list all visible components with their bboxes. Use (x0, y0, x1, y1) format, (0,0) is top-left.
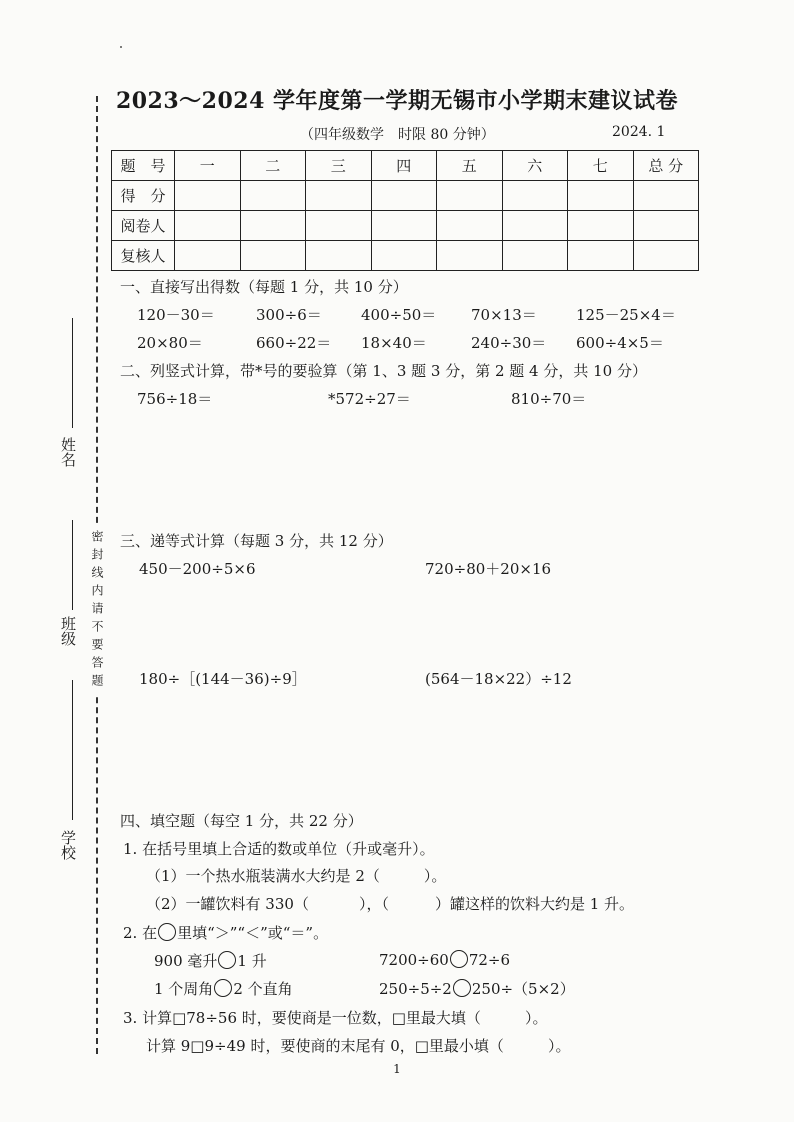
stepwise-item: 720÷80＋20×16 (425, 560, 552, 578)
score-cell[interactable] (306, 181, 372, 211)
score-cell[interactable] (371, 211, 437, 241)
question-text: （1）一个热水瓶装满水大约是 2（ (146, 867, 380, 885)
oral-item: 70×13＝ (471, 306, 537, 324)
score-cell[interactable] (240, 211, 306, 241)
question-text: ）。 (524, 1009, 548, 1027)
stepwise-item: 450－200÷5×6 (139, 560, 256, 578)
table-row-label: 阅卷人 (112, 211, 175, 241)
table-header-cell: 题 号 (112, 151, 175, 181)
score-cell[interactable] (240, 181, 306, 211)
table-row (112, 151, 699, 181)
school-label: 学校 (59, 830, 77, 860)
question-text: ），（ (358, 895, 389, 913)
compare-left: 250÷5÷2 (379, 980, 452, 998)
page-number: 1 (393, 1062, 401, 1076)
oral-item: 660÷22＝ (256, 334, 332, 352)
table-header-cell: 一 (175, 151, 241, 181)
question-text: 计算 9□9÷49 时，要使商的末尾有 0，□里最小填（ (146, 1037, 504, 1055)
table-row (112, 211, 699, 241)
table-header-cell: 四 (371, 151, 437, 181)
compare-item (154, 978, 293, 999)
table-header-cell: 总 分 (633, 151, 699, 181)
fill-question-3a (123, 1007, 547, 1028)
compare-circle[interactable] (453, 979, 471, 997)
score-cell[interactable] (502, 181, 568, 211)
oral-item: 120－30＝ (137, 306, 215, 324)
oral-item: 240÷30＝ (471, 334, 547, 352)
table-row (112, 241, 699, 271)
class-line (72, 520, 73, 610)
compare-right: 250÷（5×2） (471, 980, 575, 998)
oral-item: 600÷4×5＝ (576, 334, 664, 352)
fill-question-1b (146, 893, 634, 914)
score-cell[interactable] (437, 241, 503, 271)
score-cell[interactable] (568, 181, 634, 211)
score-cell[interactable] (175, 211, 241, 241)
score-cell[interactable] (371, 181, 437, 211)
score-cell[interactable] (437, 181, 503, 211)
stepwise-item: (564－18×22）÷12 (425, 670, 572, 688)
circle-icon (158, 923, 176, 941)
class-label: 班级 (59, 616, 77, 646)
score-cell[interactable] (502, 211, 568, 241)
oral-item: 18×40＝ (361, 334, 427, 352)
score-cell[interactable] (633, 211, 699, 241)
score-cell[interactable] (633, 241, 699, 271)
compare-left: 900 毫升 (154, 952, 218, 970)
table-row-label: 得 分 (112, 181, 175, 211)
section4-heading: 四、填空题（每空 1 分，共 22 分） (120, 812, 363, 830)
vertical-calc-item: *572÷27＝ (328, 390, 411, 408)
scan-speck (120, 46, 122, 48)
score-cell[interactable] (240, 241, 306, 271)
table-header-cell: 五 (437, 151, 503, 181)
question-text: 2. 在 (123, 924, 158, 942)
table-header-cell: 七 (568, 151, 634, 181)
score-cell[interactable] (633, 181, 699, 211)
section1-heading: 一、直接写出得数（每题 1 分，共 10 分） (120, 278, 408, 296)
table-header-cell: 三 (306, 151, 372, 181)
seal-notice: 密封线内请不要答题 (89, 526, 106, 696)
oral-item: 300÷6＝ (256, 306, 322, 324)
compare-circle[interactable] (450, 950, 468, 968)
fill-question-1a (146, 865, 446, 886)
score-cell[interactable] (568, 241, 634, 271)
score-cell[interactable] (437, 211, 503, 241)
score-cell[interactable] (371, 241, 437, 271)
table-row-label: 复核人 (112, 241, 175, 271)
exam-date: 2024. 1 (612, 124, 666, 140)
question-text: 3. 计算□78÷56 时，要使商是一位数，□里最大填（ (123, 1009, 481, 1027)
score-cell[interactable] (568, 211, 634, 241)
oral-item: 20×80＝ (137, 334, 203, 352)
compare-left: 7200÷60 (379, 951, 449, 969)
section3-heading: 三、递等式计算（每题 3 分，共 12 分） (120, 532, 393, 550)
question-text: ）罐这样的饮料大约是 1 升。 (434, 895, 635, 913)
vertical-calc-item: 810÷70＝ (511, 390, 587, 408)
table-header-cell: 六 (502, 151, 568, 181)
section2-heading: 二、列竖式计算，带*号的要验算（第 1、3 题 3 分，第 2 题 4 分，共 10 分） (120, 362, 647, 380)
compare-right: 2 个直角 (233, 980, 293, 998)
compare-right: 1 升 (237, 952, 267, 970)
score-cell[interactable] (502, 241, 568, 271)
fill-question-2 (123, 922, 328, 943)
compare-right: 72÷6 (468, 951, 511, 969)
compare-circle[interactable] (218, 951, 236, 969)
compare-left: 1 个周角 (154, 980, 214, 998)
name-line (72, 318, 73, 428)
question-text: ）。 (423, 867, 447, 885)
fill-question-3b (146, 1035, 570, 1056)
score-cell[interactable] (306, 211, 372, 241)
compare-item (154, 950, 267, 971)
score-table (111, 150, 699, 271)
oral-item: 125－25×4＝ (576, 306, 676, 324)
score-cell[interactable] (306, 241, 372, 271)
page-title: 2023～2024 学年度第一学期无锡市小学期末建议试卷 (115, 88, 679, 114)
oral-item: 400÷50＝ (361, 306, 437, 324)
score-cell[interactable] (175, 241, 241, 271)
name-label: 姓名 (59, 437, 77, 467)
compare-item (379, 978, 575, 999)
compare-item (379, 950, 510, 969)
page-subtitle: （四年级数学 时限 80 分钟） (300, 127, 495, 143)
fill-question-1: 1. 在括号里填上合适的数或单位（升或毫升）。 (123, 840, 435, 858)
school-line (72, 680, 73, 820)
table-row (112, 181, 699, 211)
compare-circle[interactable] (214, 979, 232, 997)
question-text: 里填“＞”“＜”或“＝”。 (177, 924, 329, 942)
stepwise-item: 180÷［(144－36)÷9］ (139, 670, 307, 688)
question-text: （2）一罐饮料有 330（ (146, 895, 309, 913)
vertical-calc-item: 756÷18＝ (137, 390, 213, 408)
question-text: ）。 (547, 1037, 571, 1055)
score-cell[interactable] (175, 181, 241, 211)
table-header-cell: 二 (240, 151, 306, 181)
